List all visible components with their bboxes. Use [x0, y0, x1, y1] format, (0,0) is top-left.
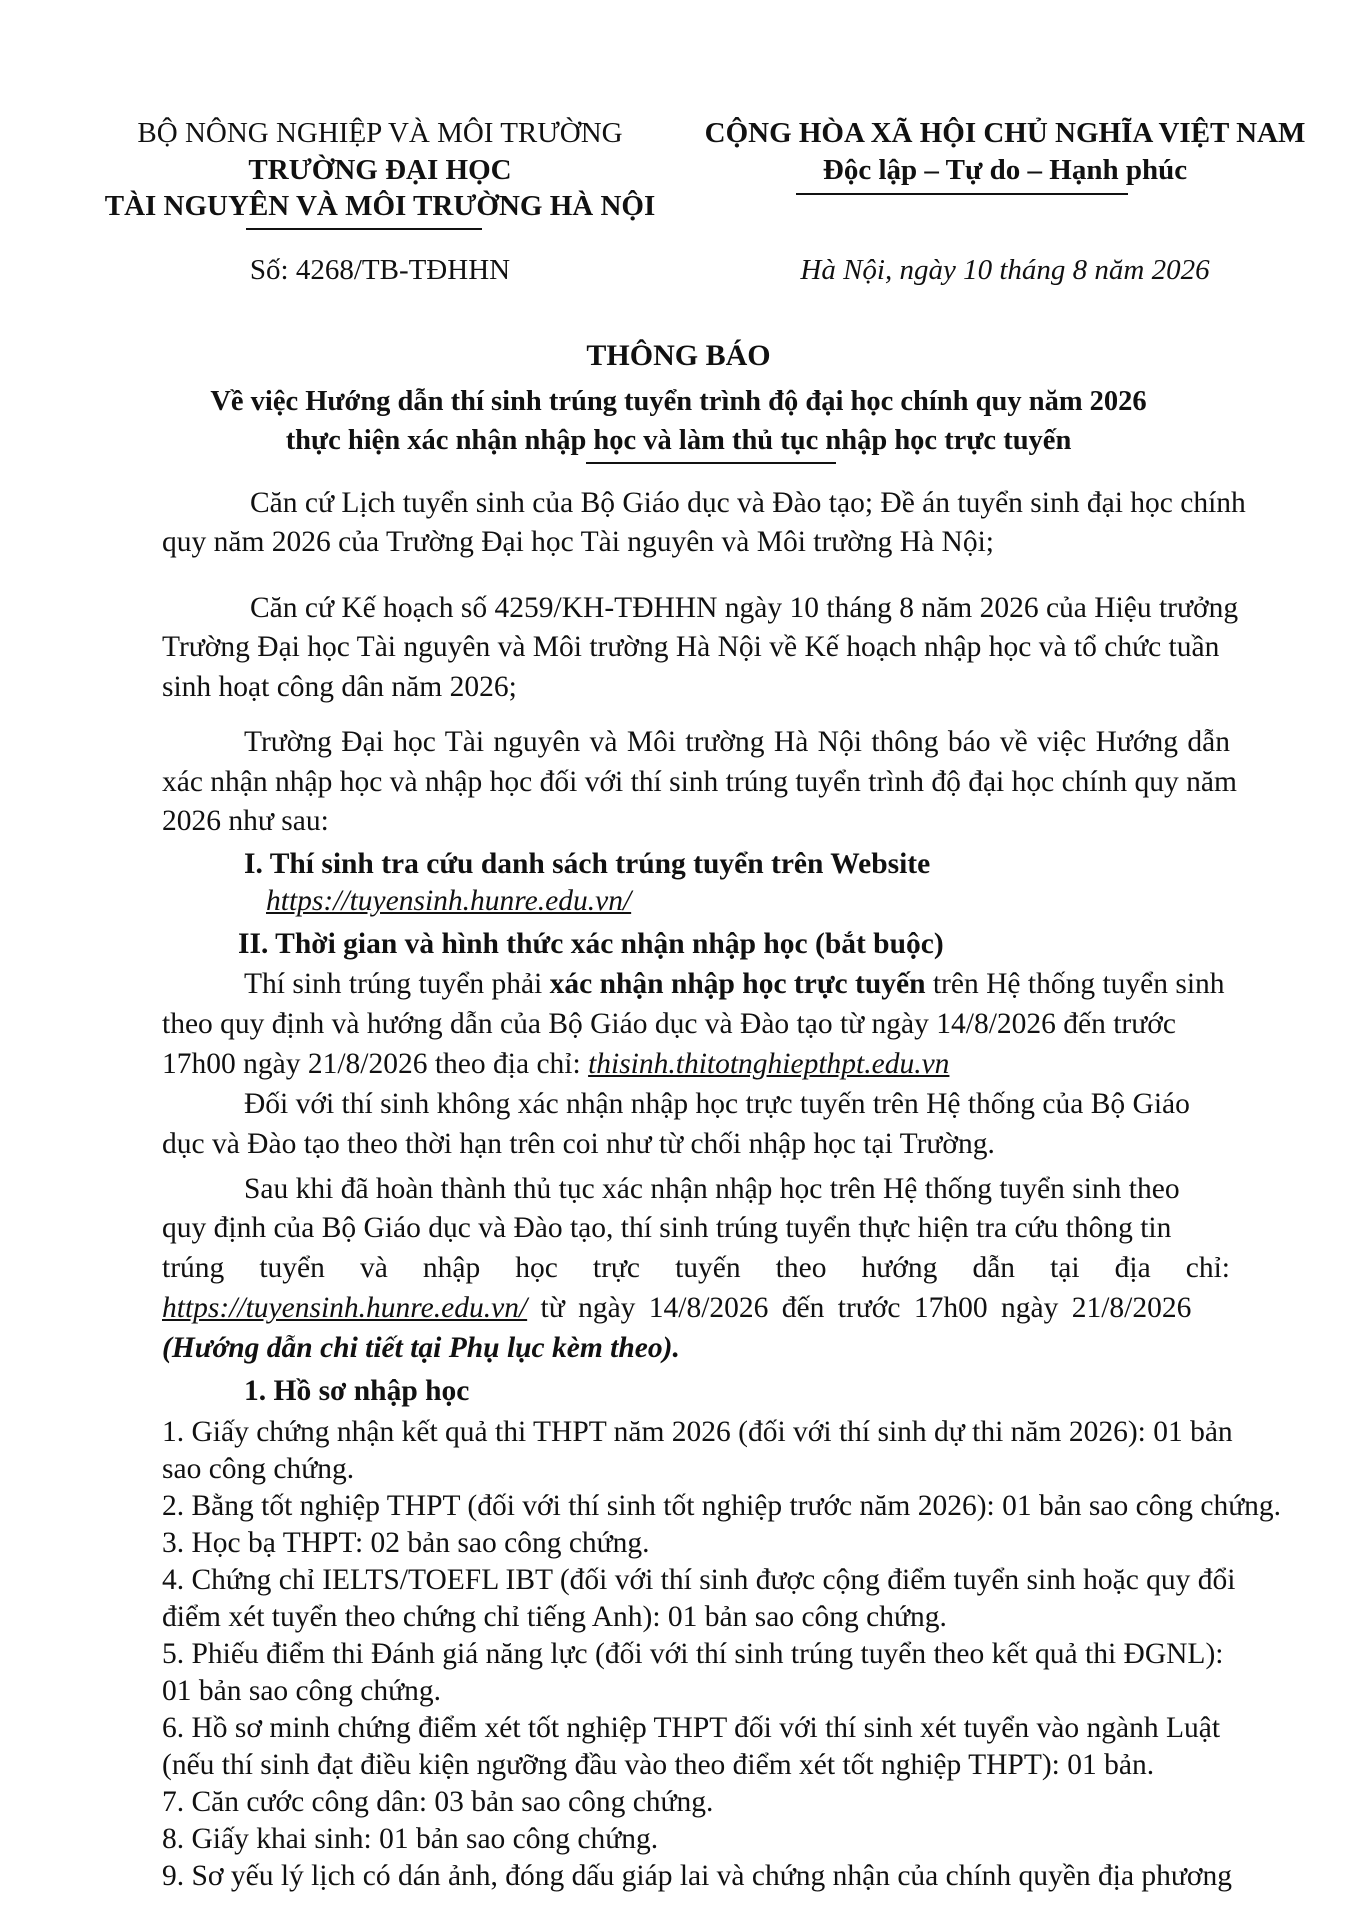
moet-portal-link[interactable]: thisinh.thitotnghiepthpt.edu.vn: [588, 1048, 950, 1080]
admission-website-link[interactable]: https://tuyensinh.hunre.edu.vn/: [162, 1292, 528, 1324]
section-2-paragraph-3-line1: Sau khi đã hoàn thành thủ tục xác nhận nhập học trên Hệ thống tuyển sinh theo: [244, 1173, 1180, 1205]
document-list-item: điểm xét tuyển theo chứng chỉ tiếng Anh): 01 bản sao công chứng.: [162, 1601, 947, 1633]
basis-paragraph-2-line3: sinh hoạt công dân năm 2026;: [162, 671, 517, 703]
header-right-underline: [796, 193, 1128, 195]
section-2-paragraph-2-line2: dục và Đào tạo theo thời hạn trên coi như từ chối nhập học tại Trường.: [162, 1128, 995, 1160]
document-list-item: 2. Bằng tốt nghiệp THPT (đối với thí sinh tốt nghiệp trước năm 2026): 01 bản sao công chứng.: [162, 1490, 1282, 1522]
document-list-item: 4. Chứng chỉ IELTS/TOEFL IBT (đối với thí sinh được cộng điểm tuyển sinh hoặc quy đổi: [162, 1564, 1236, 1596]
section-2-heading: II. Thời gian và hình thức xác nhận nhập học (bắt buộc): [238, 928, 944, 960]
university-name-line1: TRƯỜNG ĐẠI HỌC: [248, 154, 512, 186]
section-1-heading: I. Thí sinh tra cứu danh sách trúng tuyển trên Website: [244, 848, 931, 880]
section-2-paragraph-1-line2: theo quy định và hướng dẫn của Bộ Giáo dục và Đào tạo từ ngày 14/8/2026 đến trước: [162, 1008, 1176, 1040]
intro-paragraph-line2: xác nhận nhập học và nhập học đối với thí sinh trúng tuyển trình độ đại học chính quy năm: [162, 766, 1237, 798]
intro-paragraph-line3: 2026 như sau:: [162, 805, 329, 837]
header-left-underline: [246, 228, 482, 230]
document-subtitle-line1: Về việc Hướng dẫn thí sinh trúng tuyển trình độ đại học chính quy năm 2026: [210, 386, 1147, 417]
section-2-p1-emphasis: xác nhận nhập học trực tuyến: [549, 968, 926, 1000]
section-2-p1-end: trên Hệ thống tuyển sinh: [925, 968, 1225, 1000]
section-2-p3-line4-rest: từ ngày 14/8/2026 đến trước 17h00 ngày 21/8/2026: [527, 1292, 1192, 1324]
section-2-paragraph-1-line3: [162, 1044, 949, 1084]
section-2-paragraph-1-line1: [244, 964, 1225, 1004]
national-motto: Độc lập – Tự do – Hạnh phúc: [822, 154, 1188, 186]
university-name-line2: TÀI NGUYÊN VÀ MÔI TRƯỜNG HÀ NỘI: [104, 190, 656, 222]
basis-paragraph-2-line1: Căn cứ Kế hoạch số 4259/KH-TĐHHN ngày 10 tháng 8 năm 2026 của Hiệu trưởng: [250, 592, 1239, 624]
ministry-name: BỘ NÔNG NGHIỆP VÀ MÔI TRƯỜNG: [137, 117, 623, 149]
place-and-date: Hà Nội, ngày 10 tháng 8 năm 2026: [800, 254, 1210, 286]
section-2-paragraph-3-line3: trúng tuyển và nhập học trực tuyến theo hướng dẫn tại địa chỉ:: [162, 1252, 1230, 1284]
document-list-item: 6. Hồ sơ minh chứng điểm xét tốt nghiệp THPT đối với thí sinh xét tuyển vào ngành Luật: [162, 1712, 1221, 1744]
document-list-item: 3. Học bạ THPT: 02 bản sao công chứng.: [162, 1527, 650, 1559]
basis-paragraph-1-line2: quy năm 2026 của Trường Đại học Tài nguyên và Môi trường Hà Nội;: [162, 526, 994, 558]
document-title: THÔNG BÁO: [586, 339, 771, 372]
section-2-paragraph-2-line1: Đối với thí sinh không xác nhận nhập học trực tuyến trên Hệ thống của Bộ Giáo: [244, 1088, 1190, 1120]
basis-paragraph-2-line2: Trường Đại học Tài nguyên và Môi trường Hà Nội về Kế hoạch nhập học và tổ chức tuần: [162, 631, 1220, 663]
document-number: Số: 4268/TB-TĐHHN: [249, 254, 511, 286]
document-subtitle-line2: thực hiện xác nhận nhập học và làm thủ tục nhập học trực tuyến: [285, 425, 1072, 456]
title-underline: [586, 462, 836, 464]
document-list-item: 8. Giấy khai sinh: 01 bản sao công chứng.: [162, 1823, 659, 1855]
document-list-item: (nếu thí sinh đạt điều kiện ngưỡng đầu vào theo điểm xét tốt nghiệp THPT): 01 bản.: [162, 1749, 1155, 1781]
basis-paragraph-1-line1: Căn cứ Lịch tuyển sinh của Bộ Giáo dục và Đào tạo; Đề án tuyển sinh đại học chính: [250, 487, 1246, 519]
section-2-paragraph-3-line2: quy định của Bộ Giáo dục và Đào tạo, thí sinh trúng tuyển thực hiện tra cứu thông tin: [162, 1212, 1172, 1244]
appendix-note: (Hướng dẫn chi tiết tại Phụ lục kèm theo).: [162, 1332, 680, 1364]
section-3-heading: 1. Hồ sơ nhập học: [244, 1375, 470, 1407]
document-list-item: 5. Phiếu điểm thi Đánh giá năng lực (đối với thí sinh trúng tuyển theo kết quả thi ĐGNL):: [162, 1638, 1224, 1670]
document-list-item: 9. Sơ yếu lý lịch có dán ảnh, đóng dấu giáp lai và chứng nhận của chính quyền địa phương: [162, 1860, 1233, 1892]
section-2-p1-line3-start: 17h00 ngày 21/8/2026 theo địa chỉ:: [162, 1048, 589, 1080]
document-list-item: 01 bản sao công chứng.: [162, 1675, 441, 1707]
document-list-item: sao công chứng.: [162, 1453, 355, 1485]
intro-paragraph-line1: Trường Đại học Tài nguyên và Môi trường Hà Nội thông báo về việc Hướng dẫn: [244, 726, 1230, 758]
document-list-item: 1. Giấy chứng nhận kết quả thi THPT năm 2026 (đối với thí sinh dự thi năm 2026): 01 bản: [162, 1416, 1233, 1448]
section-1-website-link[interactable]: https://tuyensinh.hunre.edu.vn/: [266, 885, 632, 917]
section-2-p1-start: Thí sinh trúng tuyển phải: [244, 968, 550, 1000]
nation-name: CỘNG HÒA XÃ HỘI CHỦ NGHĨA VIỆT NAM: [704, 117, 1306, 149]
document-list-item: 7. Căn cước công dân: 03 bản sao công chứng.: [162, 1786, 714, 1818]
section-2-paragraph-3-line4: [162, 1288, 1191, 1328]
